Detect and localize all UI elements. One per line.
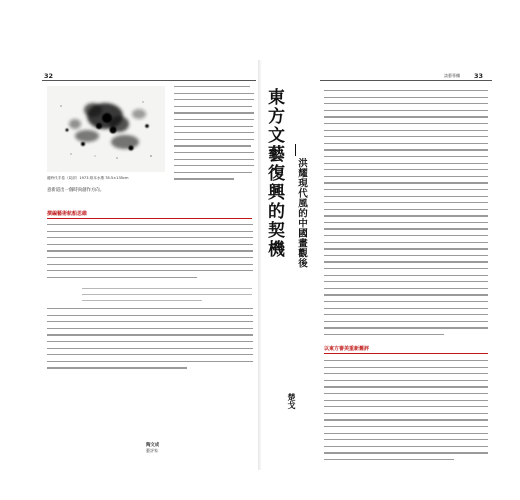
text-line <box>324 242 488 243</box>
text-line <box>324 380 488 381</box>
text-line <box>324 228 488 229</box>
text-line <box>324 136 488 137</box>
text-line <box>174 178 234 179</box>
text-line <box>82 294 252 295</box>
text-line <box>47 237 253 238</box>
text-line <box>324 156 488 157</box>
text-line <box>47 354 253 355</box>
text-line <box>174 99 254 100</box>
text-line <box>324 275 488 276</box>
text-line <box>324 400 488 401</box>
text-line <box>324 433 488 434</box>
left-top-rule <box>42 80 256 81</box>
text-line <box>82 288 252 289</box>
text-line <box>324 334 444 335</box>
text-line <box>324 209 488 210</box>
left-body-paragraph <box>47 224 253 283</box>
text-line <box>174 139 254 140</box>
text-line <box>324 182 488 183</box>
text-line <box>324 196 488 197</box>
text-line <box>324 202 488 203</box>
text-line <box>174 132 254 133</box>
text-line <box>324 97 488 98</box>
text-line <box>47 231 253 232</box>
image-caption: 龍時代手卷（局部）1973 紙本水墨 78.5×135cm <box>47 176 129 180</box>
right-red-heading: 以東方審美重新舊評 <box>324 346 370 352</box>
text-line <box>324 413 488 414</box>
text-line <box>324 281 488 282</box>
text-line <box>174 93 254 94</box>
text-line <box>324 261 488 262</box>
text-line <box>174 106 252 107</box>
right-of-image-text <box>174 86 254 185</box>
right-page-number: 33 <box>474 72 484 80</box>
text-line <box>324 110 488 111</box>
ink-painting-image <box>47 86 165 172</box>
text-line <box>47 328 253 329</box>
text-line <box>174 86 250 87</box>
text-line <box>47 315 253 316</box>
text-line <box>324 452 488 453</box>
text-line <box>324 393 488 394</box>
left-page-number: 32 <box>44 72 54 80</box>
text-line <box>47 224 253 225</box>
text-line <box>47 367 187 368</box>
text-line <box>324 321 488 322</box>
text-line <box>324 446 488 447</box>
text-line <box>174 145 251 146</box>
text-line <box>324 301 488 302</box>
text-line <box>47 321 253 322</box>
text-line <box>324 308 488 309</box>
text-line <box>47 277 197 278</box>
left-heading-rule <box>47 218 252 219</box>
right-heading-rule <box>324 353 488 354</box>
article-subtitle: 洪耀現代風的中國畫觀後 <box>296 158 307 268</box>
text-line <box>174 112 254 113</box>
text-line <box>324 360 488 361</box>
text-line <box>324 143 488 144</box>
text-line <box>324 288 488 289</box>
text-line <box>174 119 254 120</box>
right-body-paragraph-2 <box>324 360 488 466</box>
article-title: 東方文藝復興的契機 <box>264 88 284 259</box>
closing-sentence: 意新道出一個時尚創作方向。 <box>47 188 105 193</box>
text-line <box>324 90 488 91</box>
indented-quote <box>82 288 252 306</box>
text-line <box>47 334 253 335</box>
text-line <box>47 257 253 258</box>
text-line <box>324 248 488 249</box>
text-line <box>47 270 253 271</box>
text-line <box>324 189 488 190</box>
text-line <box>324 116 488 117</box>
text-line <box>324 255 488 256</box>
left-red-heading: 撰編藝術航船思維 <box>47 211 88 217</box>
text-line <box>324 294 488 295</box>
left-body-paragraph-2 <box>47 308 253 374</box>
footer-label: 陶文成 <box>146 443 160 448</box>
text-line <box>324 130 488 131</box>
running-header: 談藝專欄 <box>444 73 460 78</box>
text-line <box>47 348 253 349</box>
right-top-rule <box>320 80 492 81</box>
text-line <box>324 176 488 177</box>
text-line <box>47 244 253 245</box>
text-line <box>324 327 488 328</box>
text-line <box>174 152 254 153</box>
right-body-paragraph <box>324 90 488 341</box>
text-line <box>47 264 253 265</box>
text-line <box>324 439 488 440</box>
title-block <box>258 58 322 348</box>
text-line <box>47 341 253 342</box>
text-line <box>324 123 488 124</box>
text-line <box>324 386 488 387</box>
text-line <box>82 300 202 301</box>
text-line <box>324 149 488 150</box>
text-line <box>174 159 254 160</box>
text-line <box>324 406 488 407</box>
text-line <box>324 314 488 315</box>
text-line <box>324 103 488 104</box>
ink-painting-graphic <box>47 86 165 172</box>
text-line <box>324 169 488 170</box>
text-line <box>324 459 454 460</box>
text-line <box>324 163 488 164</box>
text-line <box>324 373 488 374</box>
article-author: 楚戈 <box>287 393 296 409</box>
text-line <box>324 268 488 269</box>
text-line <box>174 172 252 173</box>
text-line <box>47 308 253 309</box>
subtitle-dash <box>295 144 296 156</box>
text-line <box>47 250 253 251</box>
left-page <box>42 70 256 470</box>
text-line <box>324 235 488 236</box>
text-line <box>324 367 488 368</box>
text-line <box>174 126 253 127</box>
text-line <box>174 165 254 166</box>
footer-sub: 藝評家 <box>146 448 158 453</box>
right-page <box>324 70 492 470</box>
text-line <box>324 426 488 427</box>
text-line <box>324 222 488 223</box>
text-line <box>324 419 488 420</box>
left-footer <box>146 442 159 454</box>
text-line <box>324 215 488 216</box>
text-line <box>47 361 253 362</box>
